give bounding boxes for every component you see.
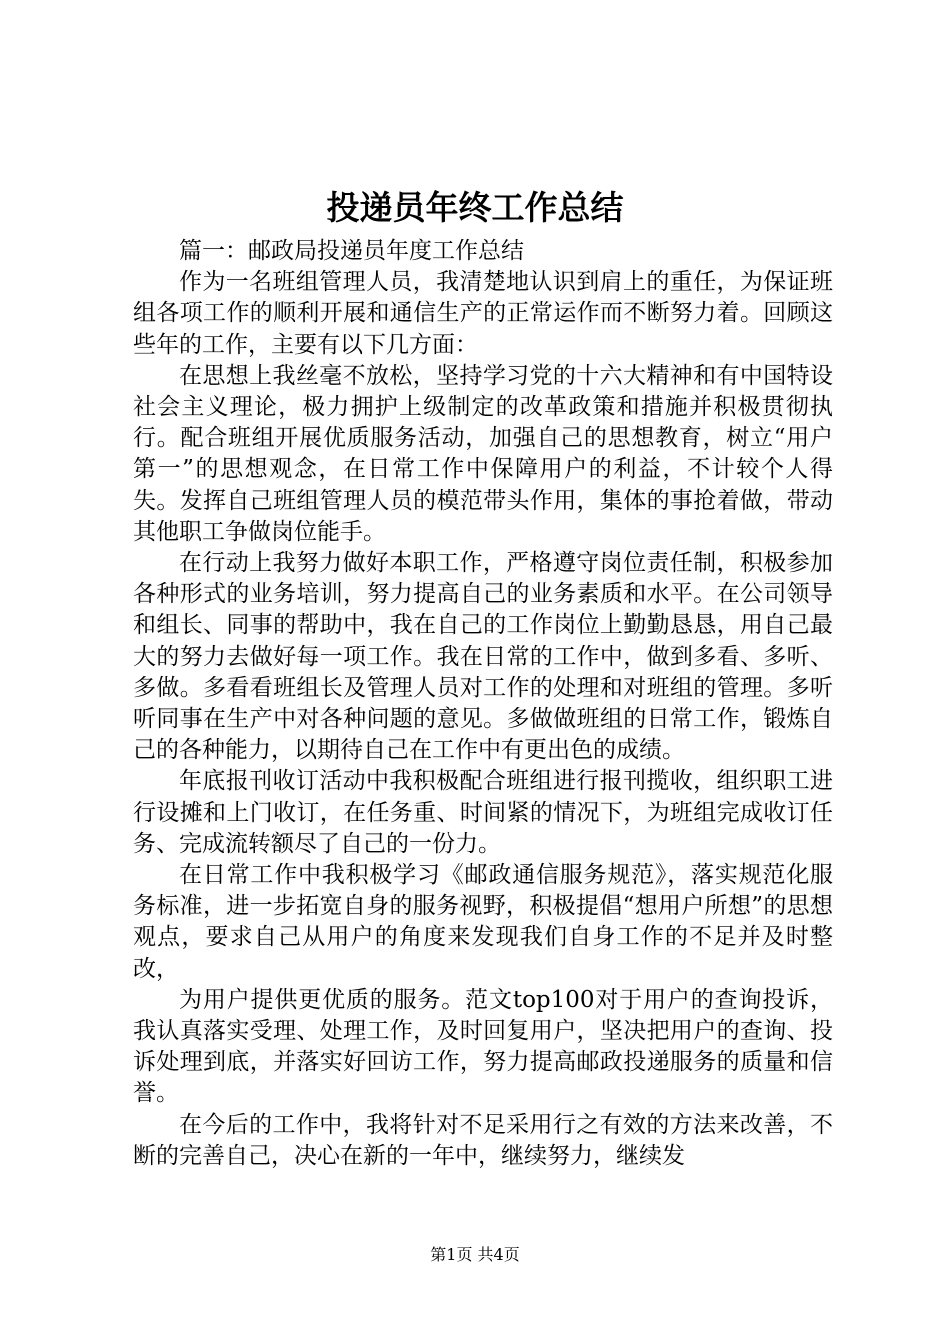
paragraph: 在行动上我努力做好本职工作，严格遵守岗位责任制，积极参加各种形式的业务培训，努力提高自己的业务素质和水平。在公司领导和组长、同事的帮助中，我在自己的工作岗位上勤勤恳恳，用自己最大的努力去做好每一项工作。我在日常的工作中，做到多看、多听、多做。多看看班组长及管理人员对工作的处理和对班组的管理。多听听同事在生产中对各种问题的意见。多做做班组的日常工作，锻炼自己的各种能力，以期待自己在工作中有更出色的成绩。 — [133, 550, 833, 764]
paragraph: 作为一名班组管理人员，我清楚地认识到肩上的重任，为保证班组各项工作的顺利开展和通信生产的正常运作而不断努力着。回顾这些年的工作，主要有以下几方面： — [133, 269, 833, 358]
page-footer: 第1页 共4页 — [430, 1245, 520, 1264]
paragraph: 在日常工作中我积极学习《邮政通信服务规范》，落实规范化服务标准，进一步拓宽自身的服务视野，积极提倡“想用户所想”的思想观点，要求自己从用户的角度来发现我们自身工作的不足并及时整改， — [133, 862, 833, 982]
paragraph: 在思想上我丝毫不放松，坚持学习党的十六大精神和有中国特设社会主义理论，极力拥护上级制定的改革政策和措施并积极贯彻执行。配合班组开展优质服务活动，加强自己的思想教育，树立“用户第一”的思想观念，在日常工作中保障用户的利益，不计较个人得失。发挥自己班组管理人员的模范带头作用，集体的事抢着做，带动其他职工争做岗位能手。 — [133, 362, 833, 545]
paragraph: 在今后的工作中，我将针对不足采用行之有效的方法来改善，不断的完善自己，决心在新的一年中，继续努力，继续发 — [133, 1111, 833, 1169]
document-title: 投递员年终工作总结 — [326, 188, 624, 227]
paragraph-heading: 篇一：邮政局投递员年度工作总结 — [179, 238, 524, 264]
paragraph: 年底报刊收订活动中我积极配合班组进行报刊揽收，组织职工进行设摊和上门收订，在任务重、时间紧的情况下，为班组完成收订任务、完成流转额尽了自己的一份力。 — [133, 768, 833, 857]
document-body — [133, 236, 833, 1172]
paragraph: 为用户提供更优质的服务。范文top100对于用户的查询投诉，我认真落实受理、处理工作，及时回复用户，坚决把用户的查询、投诉处理到底，并落实好回访工作，努力提高邮政投递服务的质量和信誉。 — [133, 986, 833, 1107]
